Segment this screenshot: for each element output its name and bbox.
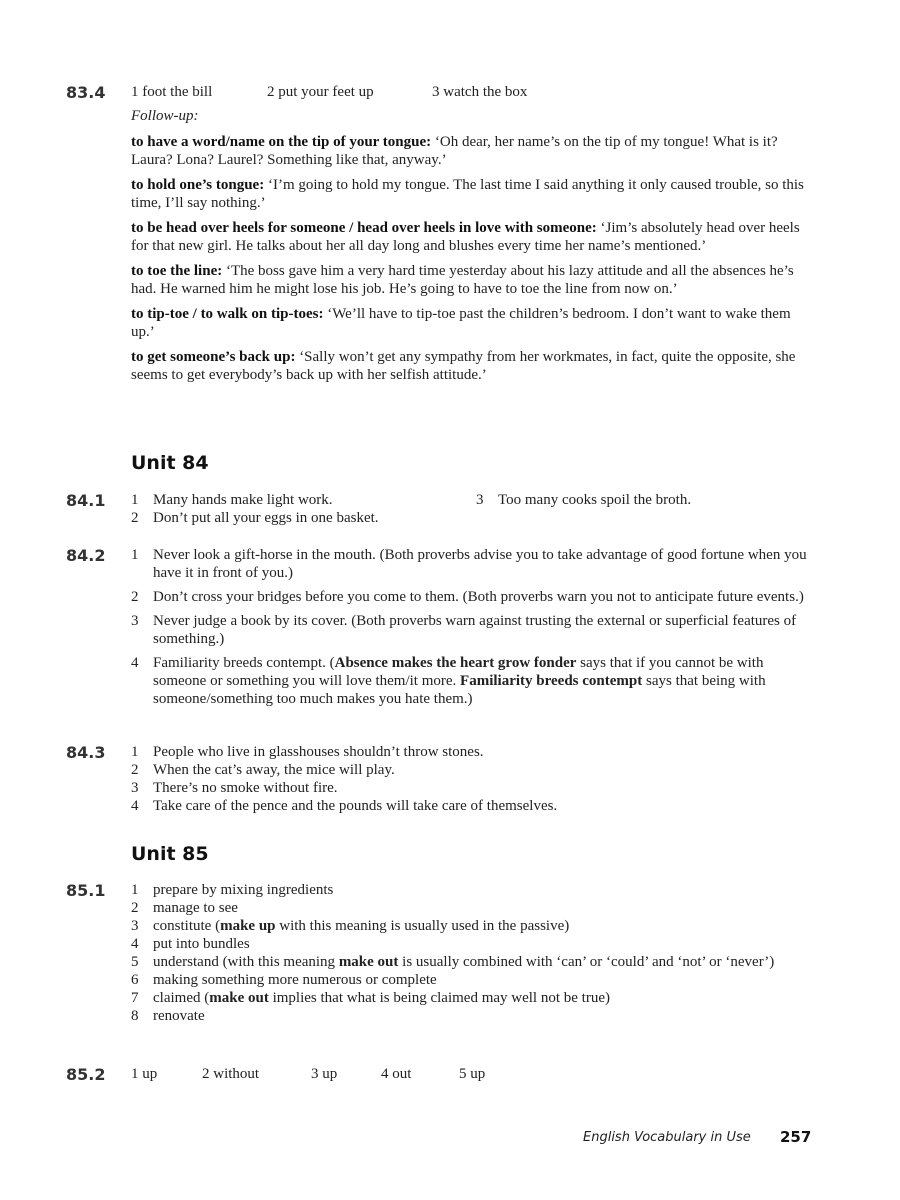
item-number: 3: [131, 918, 139, 934]
item-text: Don’t cross your bridges before you come to them. (Both proverbs warn you not to anticipate future events.): [153, 589, 804, 605]
item-text: says that if you cannot be with someone or something you will love them/it more.: [153, 655, 764, 689]
idiom-paragraph: [131, 133, 811, 169]
list-item: [131, 935, 811, 953]
list-item: [131, 491, 333, 509]
list-item: [131, 917, 811, 935]
item-number: 3: [131, 780, 139, 796]
item-text: is usually combined with ‘can’ or ‘could’ and ‘not’ or ‘never’): [398, 954, 775, 970]
item-number: 1: [131, 744, 139, 760]
list-item: [131, 509, 811, 527]
answer-item: 4 out: [381, 1066, 412, 1082]
item-number: 2: [131, 510, 139, 526]
list-item: [131, 743, 811, 761]
item-text: says that being with someone/something too much makes you hate them.): [153, 673, 766, 707]
item-number: 1: [131, 882, 139, 898]
item-text: Never judge a book by its cover. (Both proverbs warn against trusting the external or superficial features of something.): [153, 613, 797, 647]
idiom-example: ‘The boss gave him a very hard time yesterday about his lazy attitude and all the absences he’s had. He warned him he might lose his job. He’s going to have to toe the line from now on.’: [131, 263, 794, 297]
answer-item: 1 up: [131, 1066, 158, 1082]
list-item: [131, 612, 811, 648]
item-number: 6: [131, 972, 139, 988]
unit-heading: Unit 85: [131, 843, 209, 865]
list-item: [131, 761, 811, 779]
list-item: [131, 1007, 811, 1025]
item-number: 7: [131, 990, 139, 1006]
idiom-example: ‘I’m going to hold my tongue. The last time I said anything it only caused trouble, so this time, I’ll say nothing.’: [131, 177, 804, 211]
item-text: There’s no smoke without fire.: [153, 780, 338, 796]
list-item: [131, 797, 811, 815]
list-item: [476, 491, 691, 509]
item-number: 5: [131, 954, 139, 970]
list-item: [131, 971, 811, 989]
answer-item: 2 without: [202, 1066, 260, 1082]
item-text: renovate: [153, 1008, 205, 1024]
item-text: Never look a gift-horse in the mouth. (Both proverbs advise you to take advantage of good fortune when you have it in front of you.): [153, 547, 807, 581]
list-item: [131, 779, 811, 797]
item-text: prepare by mixing ingredients: [153, 882, 334, 898]
book-title: English Vocabulary in Use: [583, 1130, 751, 1145]
idiom-term: to hold one’s tongue:: [131, 177, 265, 193]
answer-row: [131, 83, 811, 101]
list-item: [131, 989, 811, 1007]
proverb-term: Absence makes the heart grow fonder: [334, 655, 577, 671]
proverb-term: Familiarity breeds contempt: [460, 673, 643, 689]
answer-row: [131, 1065, 811, 1083]
idiom-example: ‘We’ll have to tip-toe past the children’s bedroom. I don’t want to wake them up.’: [131, 306, 791, 340]
phrasal-verb: make up: [220, 918, 276, 934]
idiom-paragraph: [131, 176, 811, 212]
answer-list: [131, 881, 811, 1025]
item-text: Many hands make light work.: [153, 492, 333, 508]
answer-row: [131, 491, 811, 509]
item-text: Too many cooks spoil the broth.: [498, 492, 692, 508]
idiom-example: ‘Jim’s absolutely head over heels for that new girl. He talks about her all day long and blushes every time her name’s mentioned.’: [131, 220, 800, 254]
idiom-term: to get someone’s back up:: [131, 349, 296, 365]
item-text: manage to see: [153, 900, 238, 916]
unit-heading: Unit 84: [131, 452, 209, 474]
idiom-term: to tip-toe / to walk on tip-toes:: [131, 306, 324, 322]
answer-list: [131, 491, 811, 527]
idiom-term: to be head over heels for someone / head over heels in love with someone:: [131, 220, 597, 236]
item-number: 8: [131, 1008, 139, 1024]
list-item: [131, 654, 811, 708]
list-item: [131, 588, 811, 606]
item-text: Take care of the pence and the pounds will take care of themselves.: [153, 798, 558, 814]
phrasal-verb: make out: [338, 954, 399, 970]
item-number: 4: [131, 798, 139, 814]
idiom-term: to toe the line:: [131, 263, 223, 279]
item-text: with this meaning is usually used in the passive): [275, 918, 570, 934]
item-number: 3: [131, 613, 139, 629]
list-item: [131, 899, 811, 917]
item-number: 2: [131, 589, 139, 605]
item-number: 3: [476, 492, 484, 508]
followup-label: Follow-up:: [131, 108, 199, 124]
answer-list: [131, 743, 811, 815]
item-text: People who live in glasshouses shouldn’t throw stones.: [153, 744, 484, 760]
item-text: put into bundles: [153, 936, 250, 952]
item-text: making something more numerous or complete: [153, 972, 437, 988]
exercise-number: 84.3: [66, 743, 106, 762]
item-number: 2: [131, 900, 139, 916]
item-number: 1: [131, 492, 139, 508]
item-text: When the cat’s away, the mice will play.: [153, 762, 395, 778]
answer-item: 5 up: [459, 1066, 486, 1082]
idiom-term: to have a word/name on the tip of your tongue:: [131, 134, 432, 150]
exercise-number: 85.2: [66, 1065, 106, 1084]
item-number: 1: [131, 547, 139, 563]
item-number: 2: [131, 762, 139, 778]
list-item: [131, 953, 811, 971]
idiom-paragraph: [131, 305, 811, 341]
item-text: Familiarity breeds contempt. (: [153, 655, 335, 671]
idiom-example: ‘Oh dear, her name’s on the tip of my tongue! What is it? Laura? Lona? Laurel? Something like that, anyway.’: [131, 134, 778, 168]
answer-list: [131, 546, 811, 708]
item-text: Don’t put all your eggs in one basket.: [153, 510, 379, 526]
item-text: constitute (: [153, 918, 221, 934]
item-number: 4: [131, 936, 139, 952]
idiom-paragraph: [131, 262, 811, 298]
answer-item: 3 watch the box: [432, 84, 528, 100]
list-item: [131, 546, 811, 582]
exercise-number: 83.4: [66, 83, 106, 102]
exercise-content: [131, 83, 811, 391]
page-number: 257: [780, 1128, 812, 1146]
item-text: understand (with this meaning: [153, 954, 339, 970]
list-item: [131, 881, 811, 899]
idiom-example: ‘Sally won’t get any sympathy from her workmates, in fact, quite the opposite, she seems to get everybody’s back up with her selfish attitude.’: [131, 349, 796, 383]
answer-item: 3 up: [311, 1066, 338, 1082]
exercise-number: 85.1: [66, 881, 106, 900]
answer-item: 1 foot the bill: [131, 84, 213, 100]
phrasal-verb: make out: [209, 990, 269, 1006]
idiom-paragraph: [131, 219, 811, 255]
item-number: 4: [131, 655, 139, 671]
answer-item: 2 put your feet up: [267, 84, 374, 100]
exercise-number: 84.2: [66, 546, 106, 565]
exercise-number: 84.1: [66, 491, 106, 510]
idiom-paragraph: [131, 348, 811, 384]
item-text: claimed (: [153, 990, 210, 1006]
item-text: implies that what is being claimed may well not be true): [268, 990, 610, 1006]
